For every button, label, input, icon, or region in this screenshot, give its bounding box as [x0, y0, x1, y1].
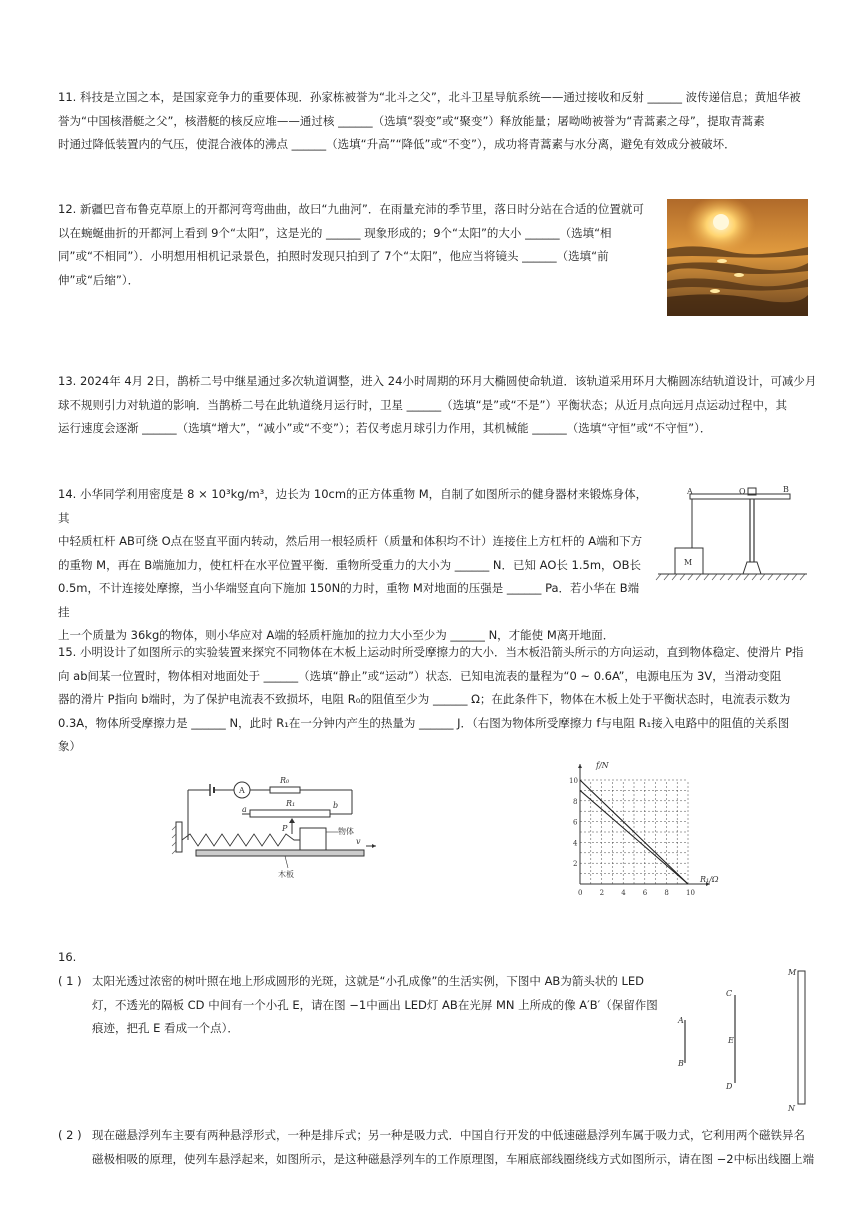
label-B: B	[783, 485, 789, 494]
q11-line: 时通过降低装置内的气压，使混合液体的沸点 ______（选填“升高”“降低”或“不变”），成功将青蒿素与水分离，避免有效成分被破坏．	[58, 137, 736, 151]
question-16-number: 16.	[58, 950, 77, 964]
ammeter-label: A	[239, 786, 245, 795]
sunset-river-photo	[667, 199, 808, 316]
x-tick-label: 10	[686, 889, 695, 897]
label-M: M	[788, 968, 797, 977]
label-A: A	[678, 1016, 684, 1025]
terminal-a-label: a	[242, 805, 247, 814]
question-15	[58, 641, 818, 759]
question-11	[58, 86, 818, 157]
question-12	[58, 198, 658, 292]
terminal-b-label: b	[333, 801, 339, 810]
r1-label: R₁	[286, 799, 296, 808]
x-tick-label: 0	[578, 889, 583, 897]
q16-p2-line: 现在磁悬浮列车主要有两种悬浮形式，一种是排斥式；另一种是吸力式．中国自行开发的中低速磁悬浮列车属于吸力式，它利用两个磁铁异名	[92, 1128, 805, 1142]
q16-p1-line: 灯，不透光的隔板 CD 中间有一个小孔 E，请在图 −1中画出 LED灯 AB在光屏 MN 上所成的像 A′B′（保留作图	[92, 997, 658, 1012]
q13-line: 运行速度会逐渐 ______（选填“增大”，“减小”或“不变”）；若仅考虑月球引力作用，其机械能 ______（选填“守恒”或“不守恒”）．	[58, 421, 712, 435]
q12-line: 同”或“不相同”）．小明想用相机记录景色，拍照时发现只拍到了 7个“太阳”，他应当将镜头 ______（选填“前	[58, 249, 609, 263]
lever-figure	[655, 484, 810, 584]
q16-p1-line: 太阳光透过浓密的树叶照在地上形成圆形的光斑，这就是“小孔成像”的生活实例，下图中 AB为箭头状的 LED	[92, 974, 645, 988]
q16-part1-number: ( 1 )	[58, 974, 82, 988]
label-N: N	[788, 1104, 795, 1113]
board-label: 木板	[278, 870, 294, 879]
q13-line: 13. 2024年 4月 2日，鹊桥二号中继星通过多次轨道调整，进入 24小时周期的环月大椭圆使命轨道．该轨道采用环月大椭圆冻结轨道设计，可减少月	[58, 374, 817, 388]
q16-part2	[92, 1124, 822, 1171]
label-E: E	[728, 1036, 734, 1045]
y-tick-label: 4	[573, 839, 578, 848]
r0-label: R₀	[280, 776, 290, 785]
q14-line: 14. 小华同学利用密度是 8 × 10³kg/m³，边长为 10cm的正方体重物 M，自制了如图所示的健身器材来锻炼身体，其	[58, 487, 648, 525]
q14-line: 0.5m，不计连接处摩擦，当小华端竖直向下施加 150N的力时，重物 M对地面的压强是 ______ Pa．若小华在 B端挂	[58, 581, 640, 619]
q15-line: 象）	[58, 739, 81, 753]
label-B: B	[678, 1059, 684, 1068]
q13-line: 球不规则引力对轨道的影响．当鹊桥二号在此轨道绕月运行时，卫星 ______（选填“是”或“不是”）平衡状态；从近月点向远月点运动过程中，其	[58, 397, 787, 412]
x-tick-label: 2	[599, 889, 605, 897]
series-line	[580, 790, 688, 884]
q12-line: 以在蜿蜒曲折的开都河上看到 9个“太阳”，这是光的 ______ 现象形成的；9个“太阳”的大小 ______（选填“相	[58, 225, 612, 240]
slider-p-label: P	[282, 824, 288, 833]
y-axis-label: f/N	[596, 761, 609, 770]
q16-part1	[92, 970, 667, 1041]
label-D: D	[726, 1082, 733, 1091]
x-tick-label: 4	[621, 889, 626, 897]
q16-p1-line: 痕迹，把孔 E 看成一个点）．	[92, 1021, 239, 1035]
y-tick-label: 10	[569, 777, 578, 785]
y-tick-label: 6	[573, 818, 578, 827]
q15-line: 器的滑片 P指向 b端时，为了保护电流表不致损坏，电阻 R₀的阻值至少为 ______ Ω；在此条件下，物体在木板上处于平衡状态时，电流表示数为	[58, 692, 791, 706]
velocity-label: v	[356, 837, 361, 846]
q15-line: 15. 小明设计了如图所示的实验装置来探究不同物体在木板上运动时所受摩擦力的大小．当木板沿箭头所示的方向运动，直到物体稳定、使滑片 P指	[58, 645, 804, 659]
q12-line: 伸”或“后缩”）．	[58, 272, 140, 287]
x-tick-label: 6	[642, 889, 648, 897]
question-13	[58, 370, 818, 441]
label-A: A	[687, 487, 693, 496]
object-label: 物体	[338, 827, 354, 836]
q16-p2-line: 磁极相吸的原理，使列车悬浮起来，如图所示，是这种磁悬浮列车的工作原理图，车厢底部线圈绕线方式如图所示，请在图 −2中标出线圈上端	[92, 1151, 815, 1166]
label-C: C	[726, 989, 733, 998]
label-O: O	[739, 487, 746, 496]
q14-line: 中轻质杠杆 AB可绕 O点在竖直平面内转动，然后用一根轻质杆（质量和体积均不计）连接住上方杠杆的 A端和下方	[58, 534, 643, 548]
graph-axes	[578, 764, 710, 886]
q14-line: 的重物 M，再在 B端施加力，使杠杆在水平位置平衡．重物所受重力的大小为 ______ N．已知 AO长 1.5m，OB长	[58, 557, 641, 572]
label-M: M	[684, 558, 693, 567]
pinhole-figure	[670, 965, 815, 1115]
x-axis-label: R₁/Ω	[700, 875, 719, 884]
q15-line: 向 ab间某一位置时，物体相对地面处于 ______（选填“静止”或“运动”）状态．已知电流表的量程为“0 ~ 0.6A”，电源电压为 3V，当滑动变阻	[58, 668, 782, 683]
q16-part2-number: ( 2 )	[58, 1128, 82, 1142]
q15-line: 0.3A，物体所受摩擦力是 ______ N，此时 R₁在一分钟内产生的热量为 ______ J．（右图为物体所受摩擦力 f与电阻 R₁接入电路中的阻值的关系图	[58, 715, 790, 730]
y-tick-label: 2	[573, 860, 578, 869]
q11-line: 誉为“中国核潜艇之父”，核潜艇的核反应堆——通过核 ______（选填“裂变”或“聚变”）释放能量；屠呦呦被誉为“青蒿素之母”，提取青蒿素	[58, 113, 765, 128]
friction-resistance-graph	[560, 758, 720, 906]
x-tick-label: 8	[664, 889, 669, 897]
question-14	[58, 483, 648, 648]
graph-ticks	[569, 777, 695, 897]
q14-line: 上一个质量为 36kg的物体，则小华应对 A端的轻质杆施加的拉力大小至少为 ______ N，才能使 M离开地面．	[58, 628, 615, 642]
circuit-figure	[170, 772, 380, 882]
q12-line: 12. 新疆巴音布鲁克草原上的开都河弯弯曲曲，故曰“九曲河”．在雨量充沛的季节里，落日时分站在合适的位置就可	[58, 202, 644, 216]
y-tick-label: 8	[573, 797, 578, 806]
y-axis-arrow	[578, 764, 582, 768]
q11-line: 11. 科技是立国之本，是国家竞争力的重要体现．孙家栋被誉为“北斗之父”，北斗卫星导航系统——通过接收和反射 ______ 波传递信息；黄旭华被	[58, 90, 801, 104]
